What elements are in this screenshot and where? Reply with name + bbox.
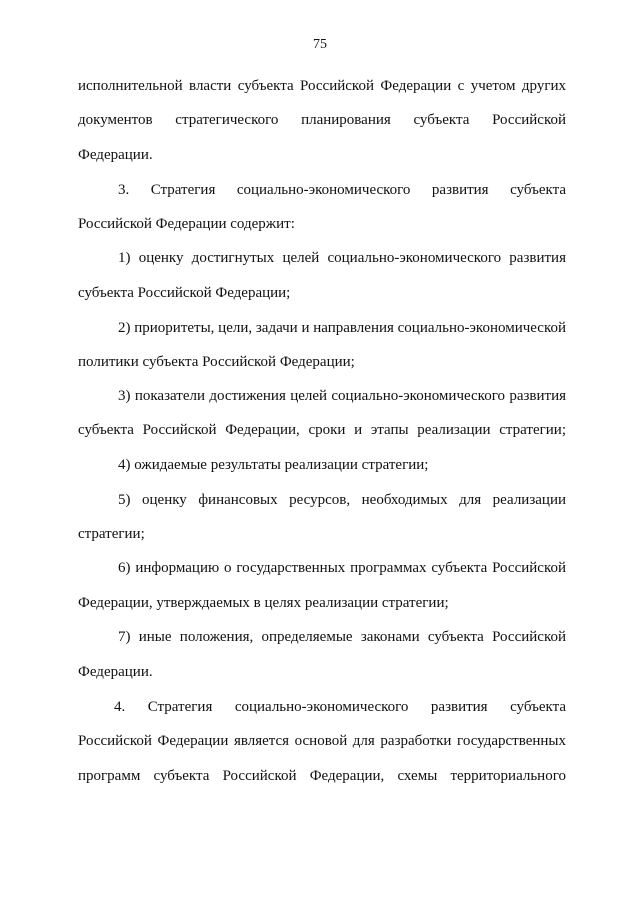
page-number: 75 <box>313 37 327 52</box>
text-line: документов стратегического планирования субъекта Российской <box>78 112 566 128</box>
text-line: 4) ожидаемые результаты реализации стратегии; <box>118 457 429 473</box>
text-line: 5) оценку финансовых ресурсов, необходимых для реализации <box>118 492 566 508</box>
text-line: 7) иные положения, определяемые законами субъекта Российской <box>118 629 566 645</box>
text-line: субъекта Российской Федерации, сроки и этапы реализации стратегии; <box>78 422 566 438</box>
text-line: Федерации. <box>78 147 153 163</box>
text-line: 6) информацию о государственных программах субъекта Российской <box>118 560 566 576</box>
text-line: 3. Стратегия социально-экономического развития субъекта <box>118 182 566 198</box>
text-line: стратегии; <box>78 526 145 542</box>
text-line: исполнительной власти субъекта Российской Федерации с учетом других <box>78 78 566 94</box>
text-line: субъекта Российской Федерации; <box>78 285 291 301</box>
text-line: 1) оценку достигнутых целей социально-экономического развития <box>118 250 566 266</box>
text-line: Федерации. <box>78 664 153 680</box>
text-line: Российской Федерации содержит: <box>78 216 295 232</box>
text-line: 4. Стратегия социально-экономического развития субъекта <box>114 699 566 715</box>
text-line: Федерации, утверждаемых в целях реализации стратегии; <box>78 595 449 611</box>
text-line: Российской Федерации является основой для разработки государственных <box>78 733 566 749</box>
text-line: 3) показатели достижения целей социально-экономического развития <box>118 388 566 404</box>
text-line: 2) приоритеты, цели, задачи и направления социально-экономической <box>118 320 567 336</box>
text-line: политики субъекта Российской Федерации; <box>78 354 355 370</box>
text-line: программ субъекта Российской Федерации, схемы территориального <box>78 768 566 784</box>
